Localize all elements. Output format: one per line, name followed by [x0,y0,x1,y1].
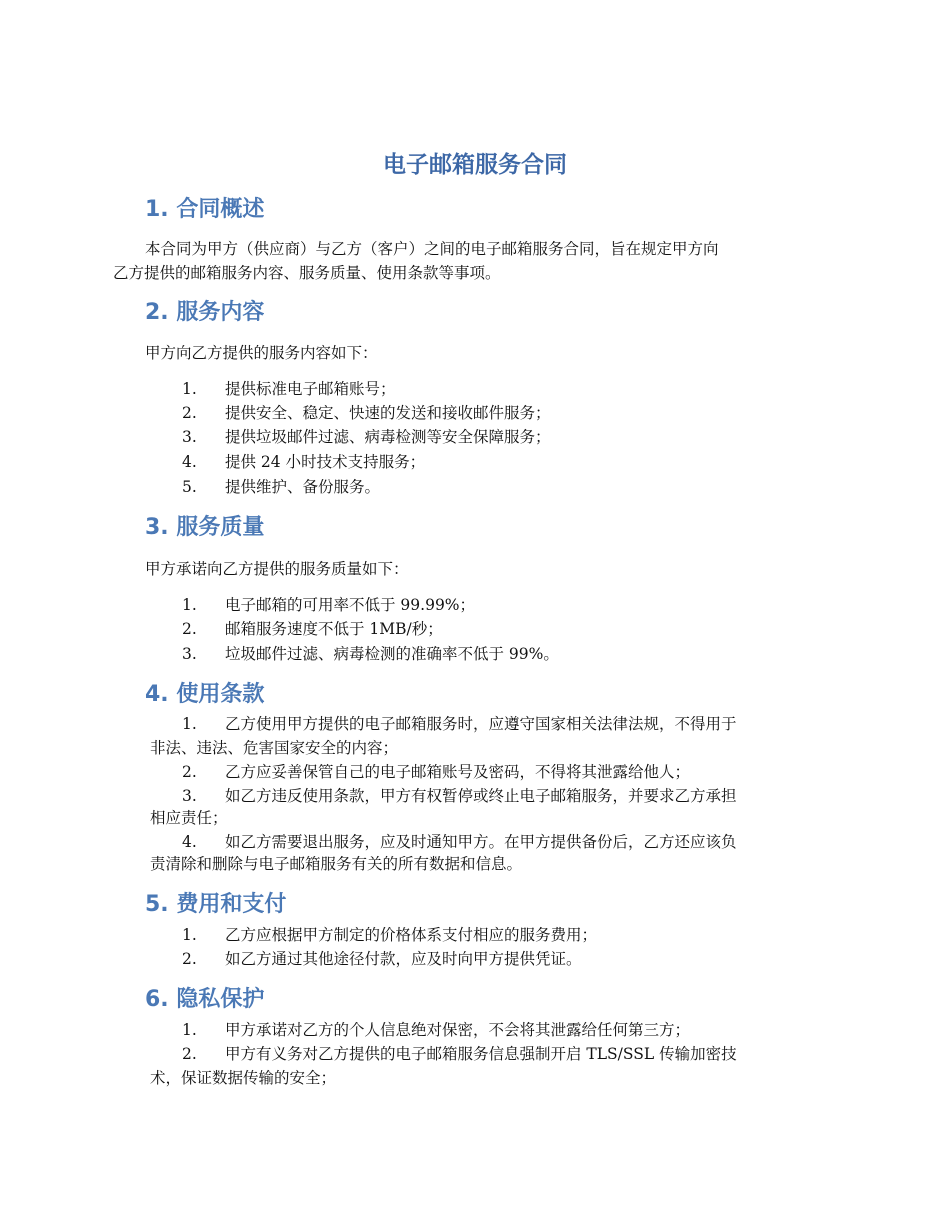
list-item-number: 3. [182,787,197,805]
list-item: 如乙方通过其他途径付款，应及时向甲方提供凭证。 [225,950,582,968]
list-item-number: 1. [182,926,197,944]
section-heading-quality: 3. 服务质量 [145,515,265,540]
page-title: 电子邮箱服务合同 [383,152,567,178]
section-heading-services: 2. 服务内容 [145,300,265,325]
list-item-number: 4. [182,833,197,851]
list-item-number: 3. [182,645,197,663]
section-heading-payment: 5. 费用和支付 [145,892,287,917]
section-intro: 甲方向乙方提供的服务内容如下： [145,344,378,362]
list-item-continuation: 责清除和删除与电子邮箱服务有关的所有数据和信息。 [150,855,523,873]
list-item-number: 4. [182,453,197,471]
list-item: 提供标准电子邮箱账号； [225,380,396,398]
list-item-number: 1. [182,715,197,733]
list-item: 电子邮箱的可用率不低于 99.99%； [225,596,476,614]
list-item: 乙方应根据甲方制定的价格体系支付相应的服务费用； [225,926,598,944]
list-item-number: 1. [182,1021,197,1039]
list-item-number: 5. [182,478,197,496]
section-heading-privacy: 6. 隐私保护 [145,987,265,1012]
list-item-number: 3. [182,428,197,446]
list-item-number: 2. [182,1045,197,1063]
list-item-number: 2. [182,763,197,781]
list-item-continuation: 术，保证数据传输的安全； [150,1069,337,1087]
list-item-continuation: 相应责任； [150,809,228,827]
paragraph-line: 乙方提供的邮箱服务内容、服务质量、使用条款等事项。 [113,264,501,282]
list-item: 提供安全、稳定、快速的发送和接收邮件服务； [225,404,551,422]
list-item: 邮箱服务速度不低于 1MB/秒； [225,620,443,638]
list-item-number: 2. [182,950,197,968]
list-item: 如乙方违反使用条款，甲方有权暂停或终止电子邮箱服务，并要求乙方承担 [225,787,737,805]
list-item: 提供垃圾邮件过滤、病毒检测等安全保障服务； [225,428,551,446]
list-item-number: 1. [182,380,197,398]
list-item-continuation: 非法、违法、危害国家安全的内容； [150,739,399,757]
section-heading-overview: 1. 合同概述 [145,197,265,222]
list-item-number: 2. [182,404,197,422]
list-item: 甲方有义务对乙方提供的电子邮箱服务信息强制开启 TLS/SSL 传输加密技 [225,1045,737,1063]
list-item-number: 2. [182,620,197,638]
paragraph-line: 本合同为甲方（供应商）与乙方（客户）之间的电子邮箱服务合同，旨在规定甲方向 [145,240,719,258]
list-item: 乙方应妥善保管自己的电子邮箱账号及密码，不得将其泄露给他人； [225,763,691,781]
list-item: 提供维护、备份服务。 [225,478,381,496]
list-item: 甲方承诺对乙方的个人信息绝对保密，不会将其泄露给任何第三方； [225,1021,691,1039]
section-intro: 甲方承诺向乙方提供的服务质量如下： [145,560,409,578]
section-heading-terms: 4. 使用条款 [145,682,265,707]
list-item: 乙方使用甲方提供的电子邮箱服务时，应遵守国家相关法律法规，不得用于 [225,715,737,733]
list-item-number: 1. [182,596,197,614]
list-item: 垃圾邮件过滤、病毒检测的准确率不低于 99%。 [225,645,559,663]
list-item: 提供 24 小时技术支持服务； [225,453,426,471]
list-item: 如乙方需要退出服务，应及时通知甲方。在甲方提供备份后，乙方还应该负 [225,833,737,851]
